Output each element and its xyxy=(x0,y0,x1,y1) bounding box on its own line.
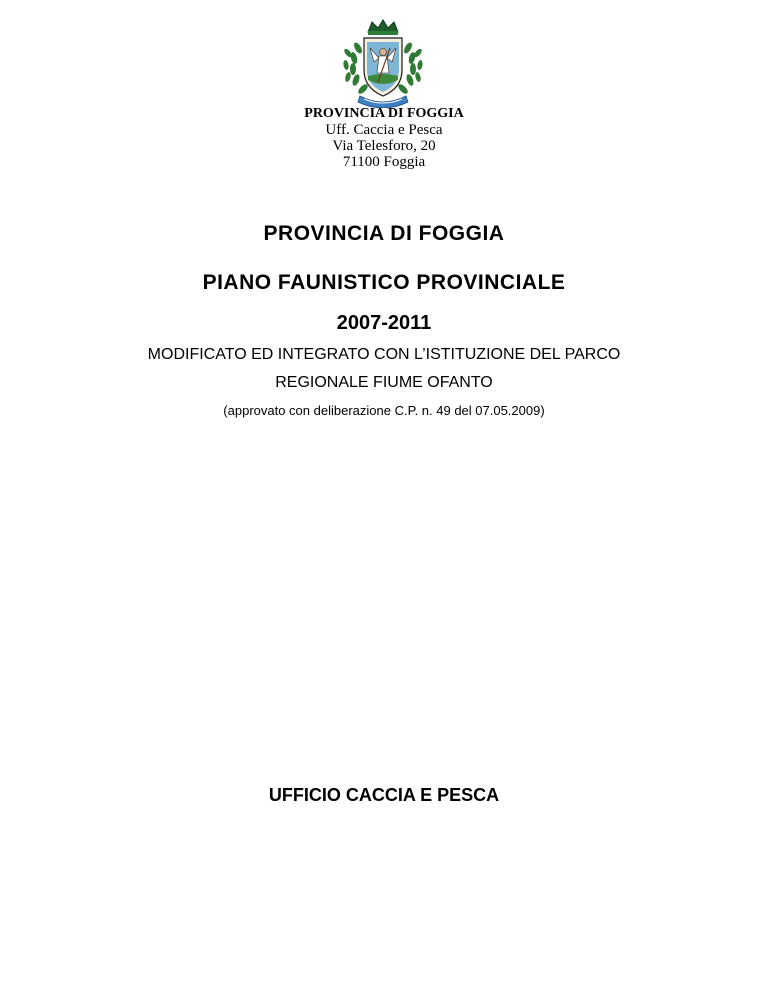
letterhead-organization: PROVINCIA DI FOGGIA xyxy=(304,106,464,121)
letterhead-street: Via Telesforo, 20 xyxy=(332,138,436,154)
document-period: 2007-2011 xyxy=(336,312,432,334)
footer-office: UFFICIO CACCIA E PESCA xyxy=(268,785,500,805)
letterhead-address xyxy=(0,106,768,170)
crest-figure-body xyxy=(377,56,389,73)
letterhead-office: Uff. Caccia e Pesca xyxy=(325,122,443,138)
crest-figure-head xyxy=(380,49,387,56)
document-subtitle: PIANO FAUNISTICO PROVINCIALE xyxy=(202,271,566,294)
approval-note: (approvato con deliberazione C.P. n. 49 del 07.05.2009) xyxy=(223,403,545,418)
coat-of-arms-icon xyxy=(338,18,428,108)
letterhead-postal-city: 71100 Foggia xyxy=(342,154,426,170)
modification-line-1: MODIFICATO ED INTEGRATO CON L’ISTITUZIONE DEL PARCO xyxy=(147,346,621,363)
modification-line-2: REGIONALE FIUME OFANTO xyxy=(275,374,493,391)
crest-crown xyxy=(368,20,398,32)
document-title: PROVINCIA DI FOGGIA xyxy=(263,222,505,245)
crest-crown-band xyxy=(368,31,398,35)
